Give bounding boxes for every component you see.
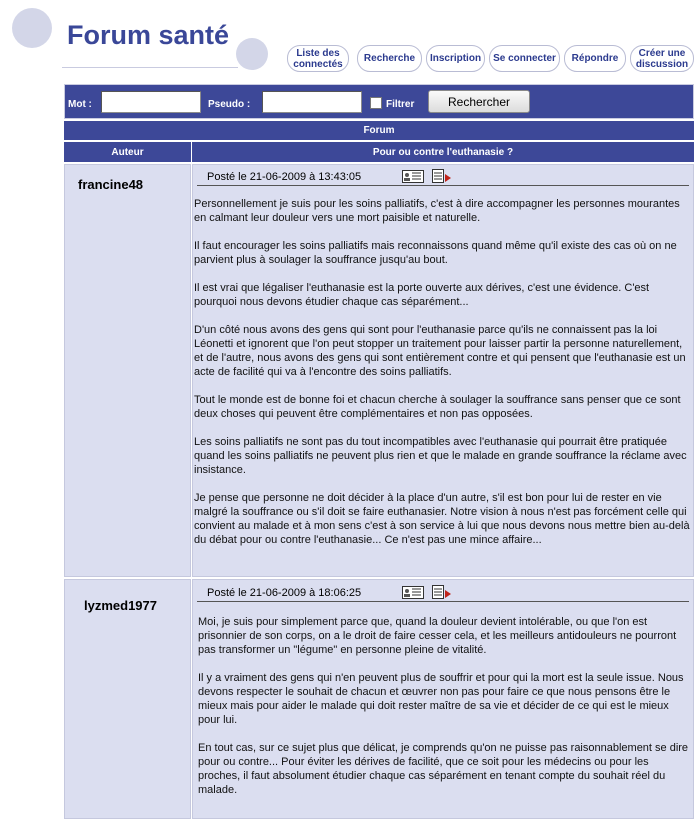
post-date: Posté le 21-06-2009 à 18:06:25: [207, 587, 362, 599]
filter-label: Filtrer: [386, 99, 415, 110]
post-author-cell: [64, 579, 191, 819]
decorative-circle: [236, 38, 268, 70]
word-label: Mot :: [68, 99, 92, 110]
post-author-cell: [64, 164, 191, 577]
search-nav-button[interactable]: Recherche: [357, 45, 422, 72]
post-body: [198, 615, 690, 811]
post-divider: [197, 601, 689, 602]
author-column-header: Auteur: [64, 142, 191, 162]
word-search-input[interactable]: [101, 91, 201, 113]
reply-button[interactable]: Répondre: [564, 45, 626, 72]
forum-bar: Forum: [64, 121, 694, 140]
pseudo-search-input[interactable]: [262, 91, 362, 113]
post-divider: [197, 185, 689, 186]
post-paragraph: Personnellement je suis pour les soins palliatifs, c'est à dire accompagner les personnes mourantes en calmant leur douleur vers une mort paisible et naturelle.: [194, 198, 680, 224]
post-body: [194, 197, 690, 561]
topic-title-header: Pour ou contre l'euthanasie ?: [192, 142, 694, 162]
post-paragraph: Il faut encourager les soins palliatifs mais reconnaissons quand même qu'il existe des cas où on ne parvient plus à soulager la souffrance jusqu'au bout.: [194, 240, 677, 266]
post-paragraph: Je pense que personne ne doit décider à la place d'un autre, s'il est bon pour lui de rester en vie malgré la souffrance ou s'il doit se faire euthanasier. Notre vision à nous n'est pas forcément celle qui convient au malade et à mon sens c'est à son service à lui que nous devons nous mettre bien au-delà du débat pour ou contre l'euthanasie... Ce n'est pas une mince affaire...: [194, 492, 690, 546]
post-paragraph: Il y a vraiment des gens qui n'en peuvent plus de souffrir et pour qui la mort est la seule issue. Nous devons respecter le souhait de chacun et œuvrer non pas pour faire ce que nous pensons être le mieux mais pour aider le malade qui doit rester maître de sa vie et décider de ce qui est le mieux pour lui.: [198, 672, 684, 726]
post-paragraph: En tout cas, sur ce sujet plus que délicat, je comprends qu'on ne puisse pas raisonnablement se dire pour ou contre... Pour éviter les dérives de facilité, que ce soit pour les médecins ou pour les proches, il faut absolument étudier chaque cas séparément en tenant compte du souhait réel du malade.: [198, 742, 689, 796]
post-paragraph: Les soins palliatifs ne sont pas du tout incompatibles avec l'euthanasie qui pourrait être pratiquée quand les soins palliatifs ne peuvent plus rien et que le malade en grande souffrance la réclame avec insistance.: [194, 436, 687, 476]
search-submit-button[interactable]: Rechercher: [428, 90, 530, 113]
page-title[interactable]: Forum santé: [67, 20, 230, 50]
login-button[interactable]: Se connecter: [489, 45, 560, 72]
pseudo-label: Pseudo :: [208, 99, 251, 110]
online-users-button[interactable]: Liste des connectés: [287, 45, 349, 72]
profile-card-icon[interactable]: [402, 170, 424, 183]
filter-checkbox[interactable]: [370, 97, 382, 109]
post-paragraph: Tout le monde est de bonne foi et chacun cherche à soulager la souffrance sans penser que ce sont deux choses qui peuvent être complémentaires et non pas opposées.: [194, 394, 681, 420]
quote-reply-icon[interactable]: [432, 169, 452, 183]
register-button[interactable]: Inscription: [426, 45, 485, 72]
post-paragraph: Moi, je suis pour simplement parce que, quand la douleur devient intolérable, ou que l'on est prisonnier de son corps, on a le droit de faire cesser cela, et les meilleurs antidouleurs ne pourront pas transformer un "légume" en personne pleine de vitalité.: [198, 616, 677, 656]
profile-card-icon[interactable]: [402, 586, 424, 599]
new-discussion-button[interactable]: Créer une discussion: [630, 45, 694, 72]
post-date: Posté le 21-06-2009 à 13:43:05: [207, 171, 362, 183]
decorative-circle: [12, 8, 52, 48]
post-paragraph: D'un côté nous avons des gens qui sont pour l'euthanasie parce qu'ils ne connaissent pas la loi Léonetti et ignorent que l'on peut stopper un traitement pour laisser partir la personne naturellement, et de l'autre, nous avons des gens qui sont entièrement contre et qui pensent que l'euthanasie est un acte de facilité qui va à l'encontre des soins palliatifs.: [194, 324, 686, 378]
post-author-name[interactable]: lyzmed1977: [84, 598, 157, 613]
title-underline: [62, 67, 238, 68]
post-paragraph: Il est vrai que légaliser l'euthanasie est la porte ouverte aux dérives, c'est une évidence. C'est pourquoi nous devons étudier chaque cas séparément...: [194, 282, 650, 308]
quote-reply-icon[interactable]: [432, 585, 452, 599]
post-author-name[interactable]: francine48: [78, 177, 144, 192]
